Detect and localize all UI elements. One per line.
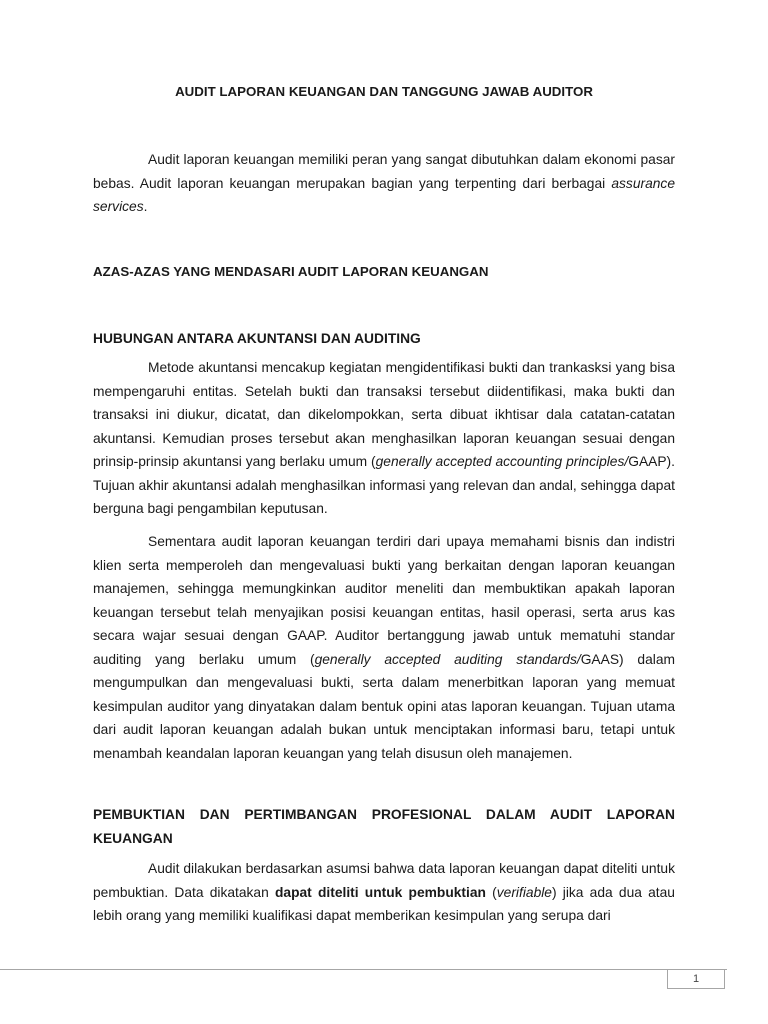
subsection-heading-2: PEMBUKTIAN DAN PERTIMBANGAN PROFESIONAL DALAM AUDIT LAPORAN KEUANGAN <box>93 807 675 846</box>
sub2-p1-italic: verifiable <box>496 884 552 900</box>
sub1-paragraph-1 <box>93 356 675 521</box>
page-number: 1 <box>667 969 725 989</box>
sub1-p2-text-b: GAAS) dalam mengumpulkan dan mengevaluasi bukti, serta dalam menerbitkan laporan yang memuat kesimpulan auditor yang dinyatakan dalam bentuk opini atas laporan keuangan. Tujuan utama dari audit laporan keuangan adalah bukan untuk menciptakan informasi baru, tetapi untuk menambah keandalan laporan keuangan yang telah disusun oleh manajemen. <box>93 651 675 761</box>
footer-divider <box>0 969 727 970</box>
sub2-paragraph-1 <box>93 857 675 928</box>
document-title: AUDIT LAPORAN KEUANGAN DAN TANGGUNG JAWAB AUDITOR <box>175 84 593 99</box>
sub1-p1-text-b: GAAP). Tujuan akhir akuntansi adalah menghasilkan informasi yang relevan dan andal, sehingga dapat berguna bagi pengambilan keputusan. <box>93 454 675 516</box>
intro-text: Audit laporan keuangan memiliki peran yang sangat dibutuhkan dalam ekonomi pasar bebas. Audit laporan keuangan merupakan bagian yang terpenting dari berbagai <box>93 152 675 191</box>
sub1-p1-text-a: Metode akuntansi mencakup kegiatan mengidentifikasi bukti dan trankasksi yang bisa mempengaruhi entitas. Setelah bukti dan transaksi tersebut diidentifikasi, maka bukti dan transaksi ini diukur, dicatat, dan dikelompokkan, serta dibuat ikhtisar dala catatan-catatan akuntansi. Kemudian proses tersebut akan menghasilkan laporan keuangan sesuai dengan prinsip-prinsip akuntansi yang berlaku umum ( <box>93 360 675 469</box>
sub1-p2-text-a: Sementara audit laporan keuangan terdiri dari upaya memahami bisnis dan indistri klien serta memperoleh dan mengevaluasi bukti yang berkaitan dengan laporan keuangan manajemen, sehingga memungkinkan auditor meneliti dan membuktikan apakah laporan keuangan tersebut telah menyajikan posisi keuangan entitas, hasil operasi, serta arus kas secara wajar sesuai dengan GAAP. Auditor bertanggung jawab untuk mematuhi standar auditing yang berlaku umum ( <box>93 534 675 667</box>
sub2-p1-text-a: Audit dilakukan berdasarkan asumsi bahwa data laporan keuangan dapat diteliti untuk pembuktian. Data dikatakan <box>93 861 675 900</box>
sub1-p1-italic: generally accepted accounting principles/ <box>375 454 629 469</box>
subsection-heading-1: HUBUNGAN ANTARA AKUNTANSI DAN AUDITING <box>93 331 421 346</box>
sub2-p1-bold: dapat diteliti untuk pembuktian <box>274 884 486 900</box>
sub1-p2-italic: generally accepted auditing standards/ <box>314 651 581 667</box>
intro-end: . <box>143 199 148 214</box>
intro-paragraph <box>93 148 675 219</box>
section-heading: AZAS-AZAS YANG MENDASARI AUDIT LAPORAN KEUANGAN <box>93 264 489 279</box>
intro-italic: assurance services <box>93 175 675 214</box>
sub1-paragraph-2 <box>93 530 675 765</box>
sub2-p1-text-c: ) jika ada dua atau lebih orang yang memiliki kualifikasi dapat memberikan kesimpulan yang serupa dari <box>93 884 675 923</box>
sub2-p1-text-b: ( <box>485 884 497 900</box>
